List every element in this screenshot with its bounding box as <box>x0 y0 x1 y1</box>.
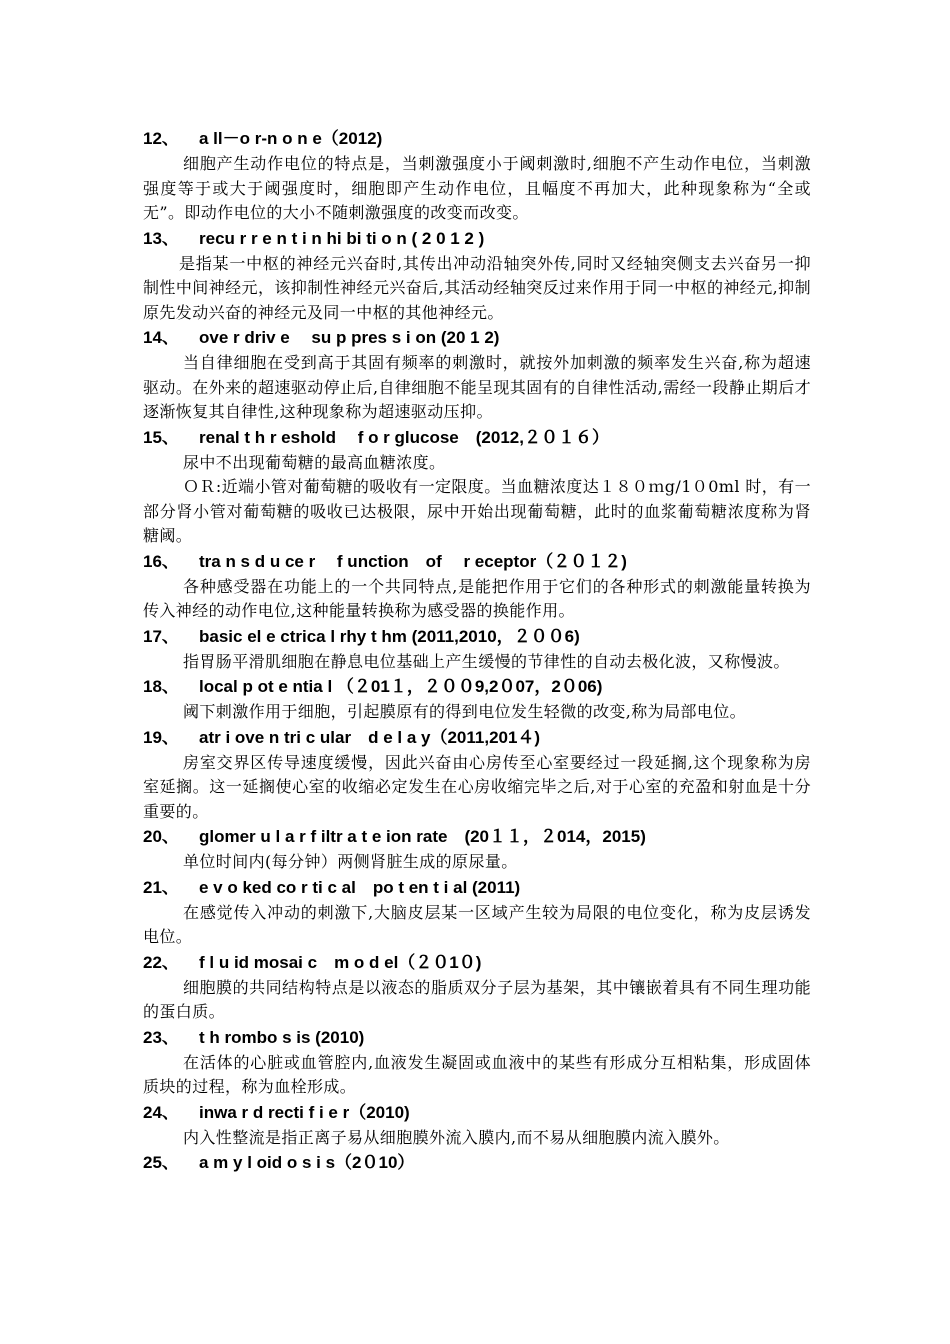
term-heading <box>143 325 811 351</box>
glossary-entry-25 <box>143 1150 811 1176</box>
glossary-entry-24 <box>143 1100 811 1151</box>
term-definition: 在活体的心脏或血管腔内,血液发生凝固或血液中的某些有形成分互相粘集，形成固体质块的过程，称为血栓形成。 <box>143 1052 811 1096</box>
glossary-entry-15 <box>143 425 811 549</box>
term-name: local p ot e ntia l （２01１，２００9,2０07，2０06) <box>199 677 603 696</box>
term-heading <box>143 226 811 252</box>
glossary-entry-21 <box>143 875 811 950</box>
term-heading <box>143 875 811 901</box>
term-definition: 在感觉传入冲动的刺激下,大脑皮层某一区域产生较为局限的电位变化，称为皮层诱发电位。 <box>143 902 811 946</box>
term-definition: 是指某一中枢的神经元兴奋时,其传出冲动沿轴突外传,同时又经轴突侧支去兴奋另一抑制性中间神经元，该抑制性神经元兴奋后,其活动经轴突反过来作用于同一中枢的神经元,抑制原先发动兴奋的神经元及同一中枢的其他神经元。 <box>143 253 811 322</box>
term-name: t h rombo s is (2010) <box>199 1027 365 1047</box>
term-name: ove r driv e su p pres s i on (20 1 2) <box>199 328 500 347</box>
term-heading <box>143 674 811 700</box>
term-number: 19、 <box>143 727 179 747</box>
term-number: 20、 <box>143 827 179 846</box>
term-definition: 房室交界区传导速度缓慢，因此兴奋由心房传至心室要经过一段延搁,这个现象称为房室延搁。这一延搁使心室的收缩必定发生在心房收缩完毕之后,对于心室的充盈和射血是十分重要的。 <box>143 752 811 821</box>
term-name: renal t h r eshold f o r glucose (2012,２０１６） <box>199 427 609 447</box>
term-number: 13、 <box>143 228 179 248</box>
term-name: atr i ove n tri c ular d e l a y（2011,201４) <box>199 727 541 747</box>
term-name: f l u id mosai c m o d el（２０1０) <box>199 952 482 972</box>
term-number: 22、 <box>143 952 179 972</box>
term-heading <box>143 1100 811 1126</box>
glossary-entry-22 <box>143 950 811 1025</box>
term-number: 24、 <box>143 1102 179 1122</box>
glossary-entry-16 <box>143 549 811 624</box>
term-heading <box>143 725 811 751</box>
term-definition: 各种感受器在功能上的一个共同特点,是能把作用于它们的各种形式的刺激能量转换为传入神经的动作电位,这种能量转换称为感受器的换能作用。 <box>143 576 811 620</box>
term-number: 17、 <box>143 626 179 646</box>
term-heading <box>143 824 811 850</box>
term-name: a m y l oid o s i s（2０10） <box>199 1153 415 1172</box>
term-definition: 细胞产生动作电位的特点是，当刺激强度小于阈刺激时,细胞不产生动作电位，当刺激强度等于或大于阈强度时，细胞即产生动作电位，且幅度不再加大，此种现象称为“全或无”。即动作电位的大小不随刺激强度的改变而改变。 <box>143 154 811 222</box>
term-name: inwa r d recti f i e r（2010) <box>199 1102 410 1122</box>
term-definition: 当自律细胞在受到高于其固有频率的刺激时，就按外加刺激的频率发生兴奋,称为超速驱动。在外来的超速驱动停止后,自律细胞不能呈现其固有的自律性活动,需经一段静止期后才逐渐恢复其自律性,这种现象称为超速驱动压抑。 <box>143 353 811 421</box>
glossary-entry-14 <box>143 325 811 425</box>
term-name: recu r r e n t i n hi bi ti o n ( 2 0 1 2 ) <box>199 228 485 248</box>
term-number: 18、 <box>143 677 179 696</box>
term-number: 12、 <box>143 129 179 148</box>
glossary-entry-17 <box>143 624 811 675</box>
glossary-list <box>143 126 811 1176</box>
term-heading <box>143 425 811 451</box>
term-definition: 阈下刺激作用于细胞，引起膜原有的得到电位发生轻微的改变,称为局部电位。 <box>183 702 747 721</box>
term-definition: 内入性整流是指正离子易从细胞膜外流入膜内,而不易从细胞膜内流入膜外。 <box>183 1127 730 1147</box>
term-heading <box>143 126 811 152</box>
glossary-entry-23 <box>143 1025 811 1100</box>
term-definition: 细胞膜的共同结构特点是以液态的脂质双分子层为基架，其中镶嵌着具有不同生理功能的蛋白质。 <box>143 977 811 1021</box>
term-heading <box>143 549 811 575</box>
term-heading <box>143 624 811 650</box>
term-number: 21、 <box>143 877 179 897</box>
term-name: basic el e ctrica l rhy t hm (2011,2010，２００6) <box>199 626 580 646</box>
glossary-entry-20 <box>143 824 811 875</box>
term-number: 16、 <box>143 551 179 571</box>
term-definition: 指胃肠平滑肌细胞在静息电位基础上产生缓慢的节律性的自动去极化波，又称慢波。 <box>183 651 790 671</box>
term-heading <box>143 1025 811 1051</box>
term-definition-alternate: ＯＲ:近端小管对葡萄糖的吸收有一定限度。当血糖浓度达１８０ｍg/1０0ml 时，有一部分肾小管对葡萄糖的吸收已达极限，尿中开始出现葡萄糖，此时的血浆葡萄糖浓度称为肾糖阈。 <box>143 477 811 545</box>
term-name: glomer u l a r f iltr a t e ion rate (20１１，２014，2015) <box>199 827 646 846</box>
term-number: 25、 <box>143 1153 179 1172</box>
glossary-entry-13 <box>143 226 811 326</box>
term-heading <box>143 1150 811 1176</box>
glossary-entry-19 <box>143 725 811 825</box>
term-number: 15、 <box>143 427 179 447</box>
term-number: 14、 <box>143 328 179 347</box>
term-name: e v o ked co r ti c al po t en t i al (2011) <box>199 877 521 897</box>
term-name: tra n s d u ce r f unction of r eceptor（２０１２) <box>199 551 627 571</box>
term-definition: 尿中不出现葡萄糖的最高血糖浓度。 <box>183 452 446 472</box>
glossary-entry-18 <box>143 674 811 725</box>
term-definition: 单位时间内(每分钟）两侧肾脏生成的原尿量。 <box>183 852 518 871</box>
glossary-entry-12 <box>143 126 811 226</box>
term-name: a ll－o r-n o n e（2012) <box>199 129 383 148</box>
term-number: 23、 <box>143 1027 179 1047</box>
term-heading <box>143 950 811 976</box>
